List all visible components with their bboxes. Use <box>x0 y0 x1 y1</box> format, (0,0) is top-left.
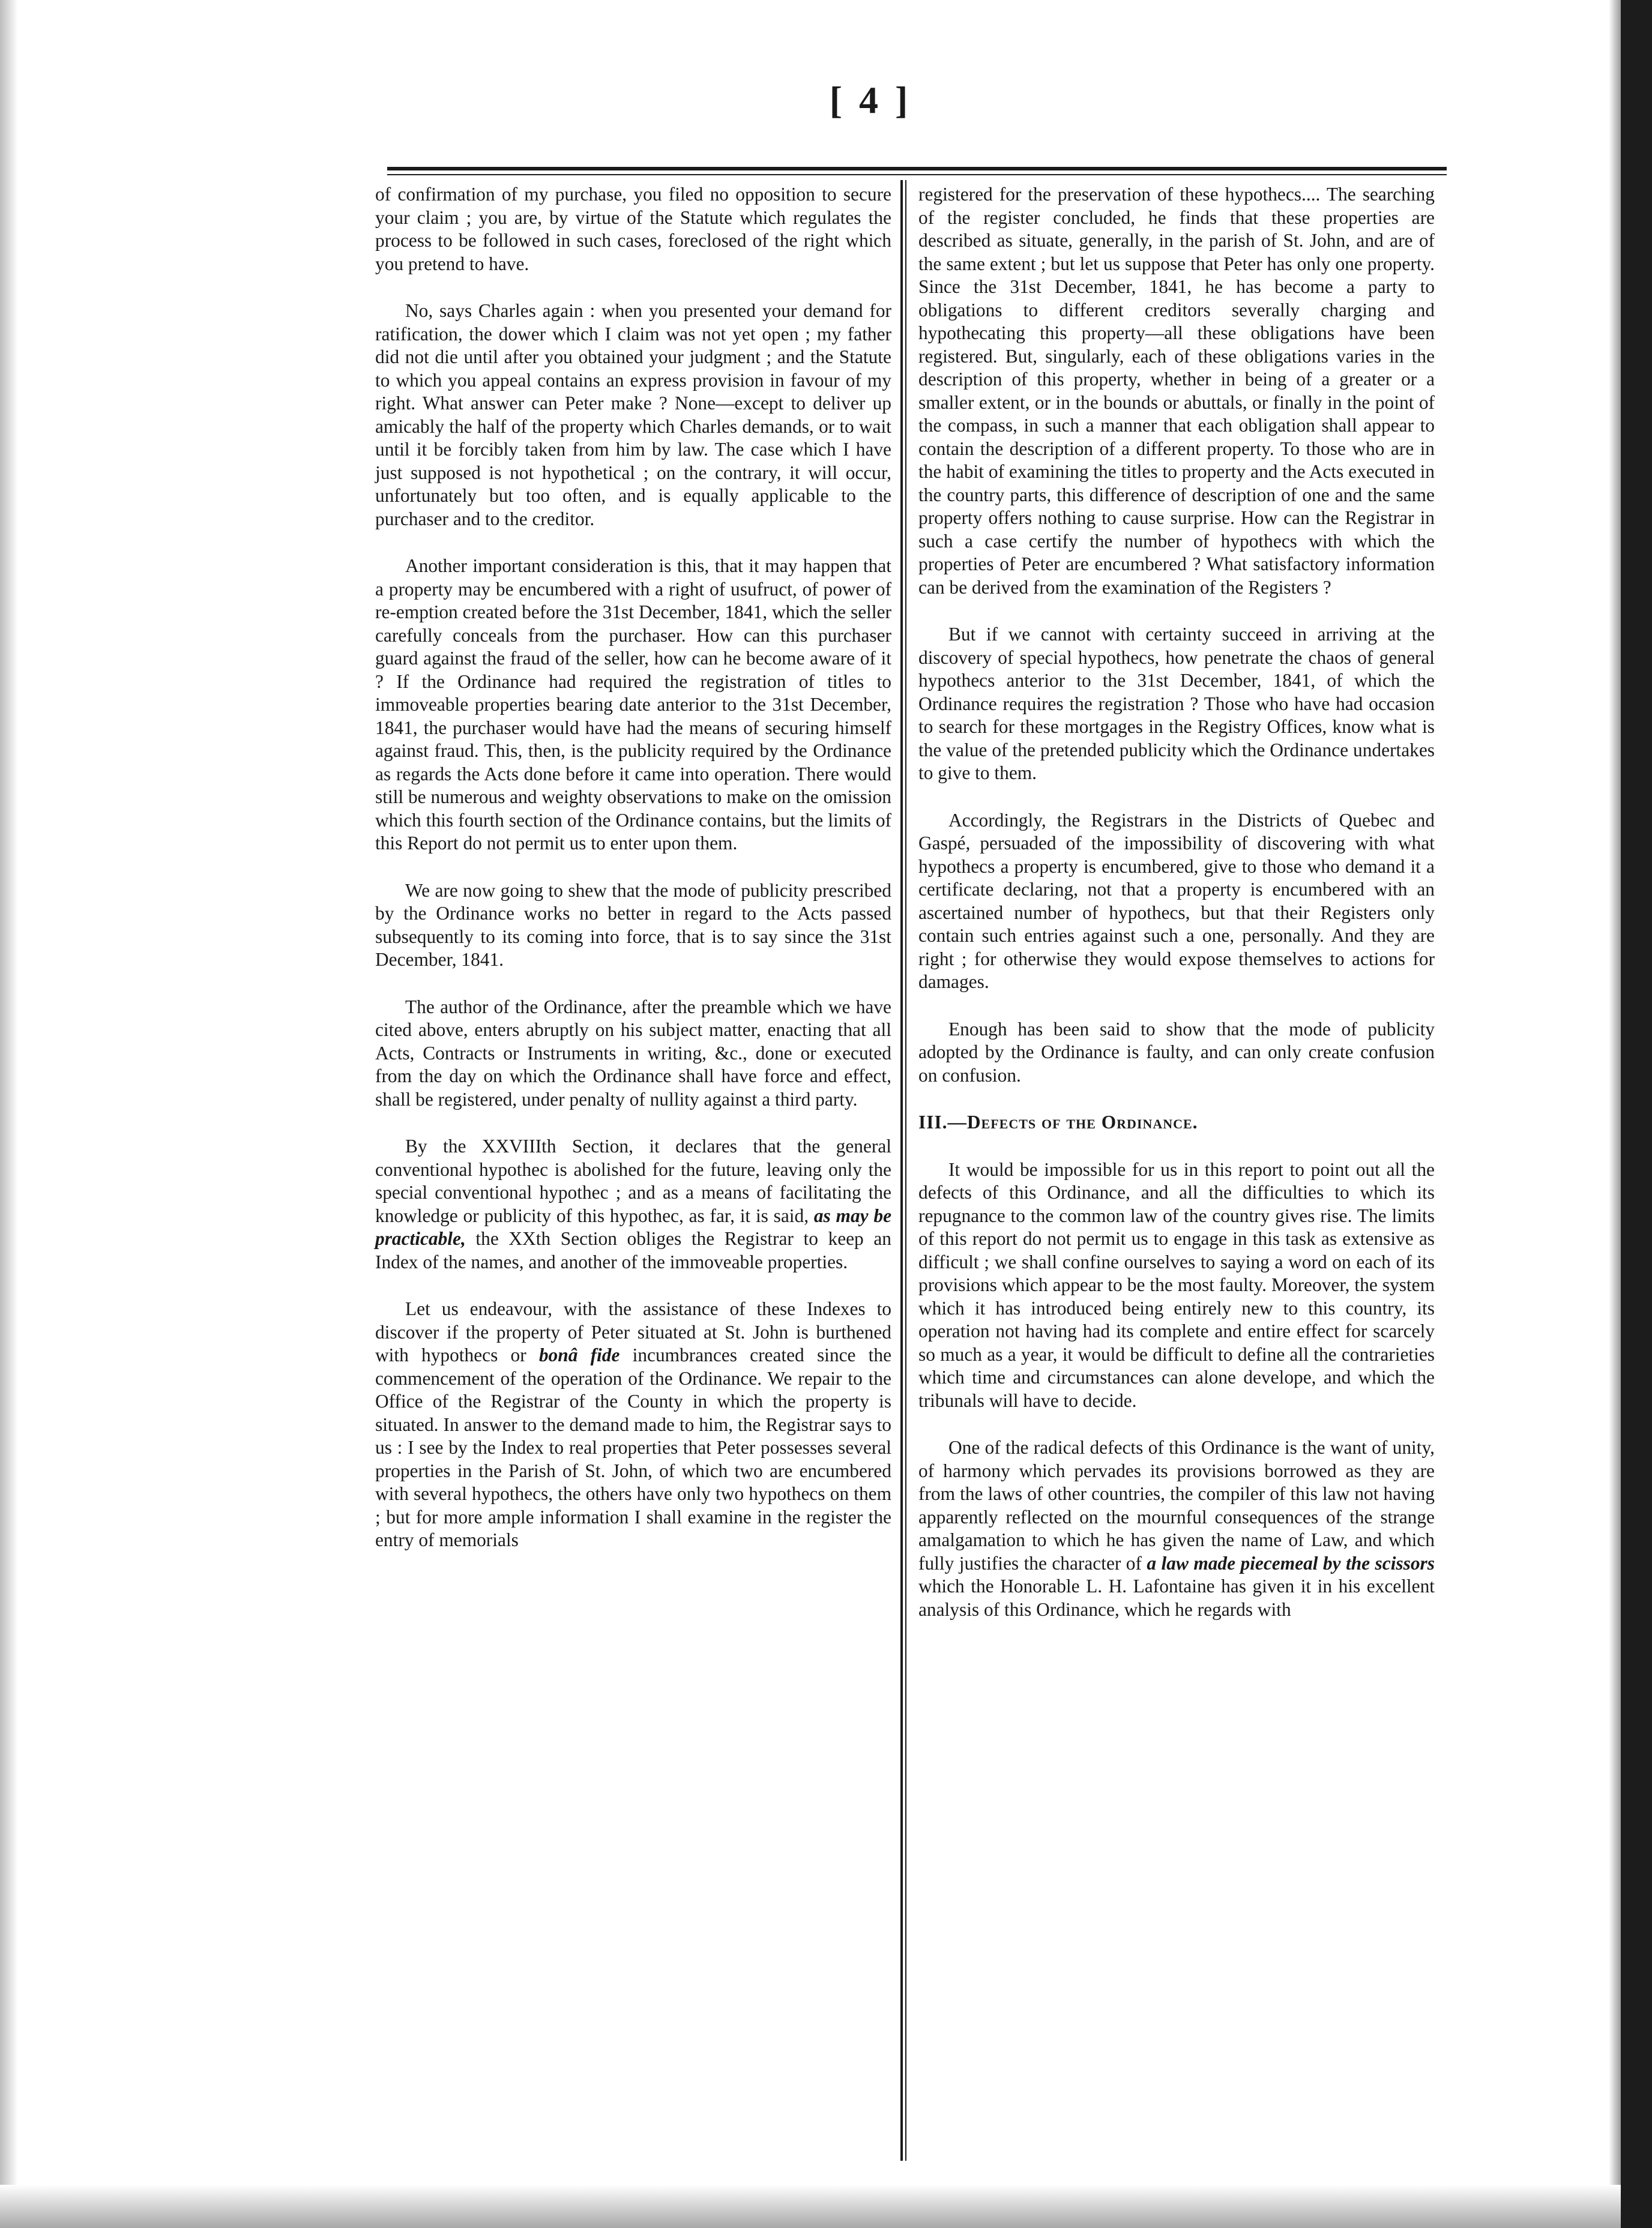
paragraph <box>918 623 1435 785</box>
paragraph-text: Another important consideration is this, that it may happen that a property may be encumbered with a right of usufruct, of power of re-emption created before the 31st December, 1841, which the seller carefully conceals from the purchaser. How can this purchaser guard against the fraud of the seller, how can he become aware of it ? If the Ordinance had required the registration of titles to immoveable properties bearing date anterior to the 31st December, 1841, the purchaser would have had the means of securing himself against fraud. This, then, is the publicity required by the Ordinance as regards the Acts done before it came into operation. There would still be numerous and weighty observations to make on the omission which this fourth section of the Ordinance contains, but the limits of this Report do not permit us to enter upon them. <box>375 555 891 854</box>
paragraph-text: incumbrances created since the commencement of the operation of the Ordinance. We repair to the Office of the Registrar of the County in which the property is situated. In answer to the demand made to him, the Registrar says to us : I see by the Index to real properties that Peter possesses several properties in the Parish of St. John, of which two are encumbered with several hypothecs, the others have only two hypothecs on them ; but for more ample information I shall examine in the register the entry of memorials <box>375 1344 892 1550</box>
emphasized-text: a law made piecemeal by the scissors <box>1147 1552 1435 1574</box>
paragraph <box>918 1018 1435 1088</box>
scan-left-shadow <box>0 0 18 2228</box>
paragraph <box>375 1298 891 1552</box>
paragraph-text: It would be impossible for us in this report to point out all the defects of this Ordinance, and all the difficulties to which its repugnance to the common law of the country gives rise. The limits of this report do not permit us to engage in this task as extensive as difficult ; we shall confine ourselves to saying a word on each of its provisions which appear to be the most faulty. Moreover, the system which it has introduced being entirely new to this country, its operation not having had its complete and entire effect for scarcely so much as a year, it would be difficult to define all the contrarieties which time and circumstances can alone develope, and which the tribunals will have to decide. <box>918 1158 1435 1411</box>
paragraph-text: No, says Charles again : when you presented your demand for ratification, the dower which I claim was not yet open ; my father did not die until after you obtained your judgment ; and the Statute to which you appeal contains an express provision in favour of my right. What answer can Peter make ? None—except to deliver up amicably the half of the property which Charles demands, or to wait until it be forcibly taken from him by law. The case which I have just supposed is not hypothetical ; on the contrary, it will occur, unfortunately but too often, and is equally applicable to the purchaser and to the creditor. <box>375 300 891 529</box>
paragraph <box>918 1158 1435 1413</box>
paragraph <box>375 879 891 972</box>
paragraph-text: the XXth Section obliges the Registrar to keep an Index of the names, and another of the immoveable properties. <box>375 1228 891 1272</box>
scan-right-edge <box>1621 0 1652 2228</box>
scan-right-gap <box>1609 0 1621 2228</box>
paragraph-text: of confirmation of my purchase, you filed no opposition to secure your claim ; you are, by virtue of the Statute which regulates the process to be followed in such cases, foreclosed of the right which you pretend to have. <box>375 184 891 274</box>
paragraph <box>375 1135 891 1274</box>
emphasized-text: as may be practicable, <box>375 1205 892 1249</box>
paragraph <box>918 809 1435 994</box>
paragraph-text: Accordingly, the Registrars in the Districts of Quebec and Gaspé, persuaded of the impossibility of discovering with what hypothecs a property is encumbered, give to those who demand it a certificate declaring, not that a property is encumbered with an ascertained number of hypothecs, but that their Registers only contain such entries against such a one, personally. And they are right ; for otherwise they would expose themselves to actions for damages. <box>918 809 1435 992</box>
paragraph-text: Let us endeavour, with the assistance of these Indexes to discover if the property of Peter situated at St. John is burthened with hypothecs or <box>375 1298 891 1365</box>
header-rule-thick <box>387 167 1447 170</box>
paragraph-text: One of the radical defects of this Ordinance is the want of unity, of harmony which pervades its provisions borrowed as they are from the laws of other countries, the compiler of this law not having apparently reflected on the mournful consequences of the strange amalgamation to which he has given the name of Law, and which fully justifies the character of <box>918 1437 1435 1574</box>
paragraph-text: which the Honorable L. H. Lafontaine has given it in his excellent analysis of this Ordinance, which he regards with <box>918 1576 1435 1620</box>
paragraph <box>375 183 891 275</box>
paragraph-text: registered for the preservation of these hypothecs.... The searching of the register concluded, he finds that these properties are described as situate, generally, in the parish of St. John, and are of the same extent ; but let us suppose that Peter has only one property. Since the 31st December, 1841, he has become a party to obligations to different creditors severally charging and hypothecating this property—all these obligations have been registered. But, singularly, each of these obligations varies in the description of this property, whether in being of a greater or a smaller extent, or in the bounds or abuttals, or finally in the point of the compass, in such a manner that each obligation shall appear to contain the description of a different property. To those who are in the habit of examining the titles to property and the Acts executed in the country parts, this difference of description of one and the same property offers nothing to cause surprise. How can the Registrar in such a case certify the number of hypothecs with which the properties of Peter are encumbered ? What satisfactory information can be derived from the examination of the Registers ? <box>918 184 1435 598</box>
paragraph <box>375 555 891 855</box>
scan-bottom-shadow <box>0 2185 1621 2228</box>
section-heading <box>918 1111 1435 1134</box>
emphasized-text: bonâ fide <box>538 1344 620 1365</box>
paragraph <box>918 183 1435 599</box>
page-number: [ 4 ] <box>829 79 912 121</box>
paragraph-text: We are now going to shew that the mode of publicity prescribed by the Ordinance works no better in regard to the Acts passed subsequently to its coming into force, that is to say since the 31st December, 1841. <box>375 879 891 970</box>
paragraph-text: But if we cannot with certainty succeed in arriving at the discovery of special hypothecs, how penetrate the chaos of general hypothecs anterior to the 31st December, 1841, of which the Ordinance requires the registration ? Those who have had occasion to search for these mortgages in the Registry Offices, know what is the value of the pretended publicity which the Ordinance undertakes to give to them. <box>918 624 1435 783</box>
paragraph <box>375 996 891 1112</box>
paragraph-text: By the XXVIIIth Section, it declares that the general conventional hypothec is abolished for the future, leaving only the special conventional hypothec ; and as a means of facilitating the knowledge or publicity of this hypothec, as far, it is said, <box>375 1136 891 1226</box>
right-column <box>918 183 1435 1645</box>
column-divider-second <box>905 180 906 2161</box>
paragraph <box>918 1436 1435 1621</box>
paragraph-text: III.—Defects of the Ordinance. <box>918 1112 1198 1133</box>
paragraph <box>375 300 891 531</box>
left-column <box>375 183 891 1576</box>
column-divider <box>900 180 903 2161</box>
header-rule-thin <box>387 174 1447 175</box>
paragraph-text: The author of the Ordinance, after the preamble which we have cited above, enters abruptly on his subject matter, enacting that all Acts, Contracts or Instruments in writing, &c., done or executed from the day on which the Ordinance shall have force and effect, shall be registered, under penalty of nullity against a third party. <box>375 996 891 1110</box>
paragraph-text: Enough has been said to show that the mode of publicity adopted by the Ordinance is faulty, and can only create confusion on confusion. <box>918 1018 1435 1086</box>
